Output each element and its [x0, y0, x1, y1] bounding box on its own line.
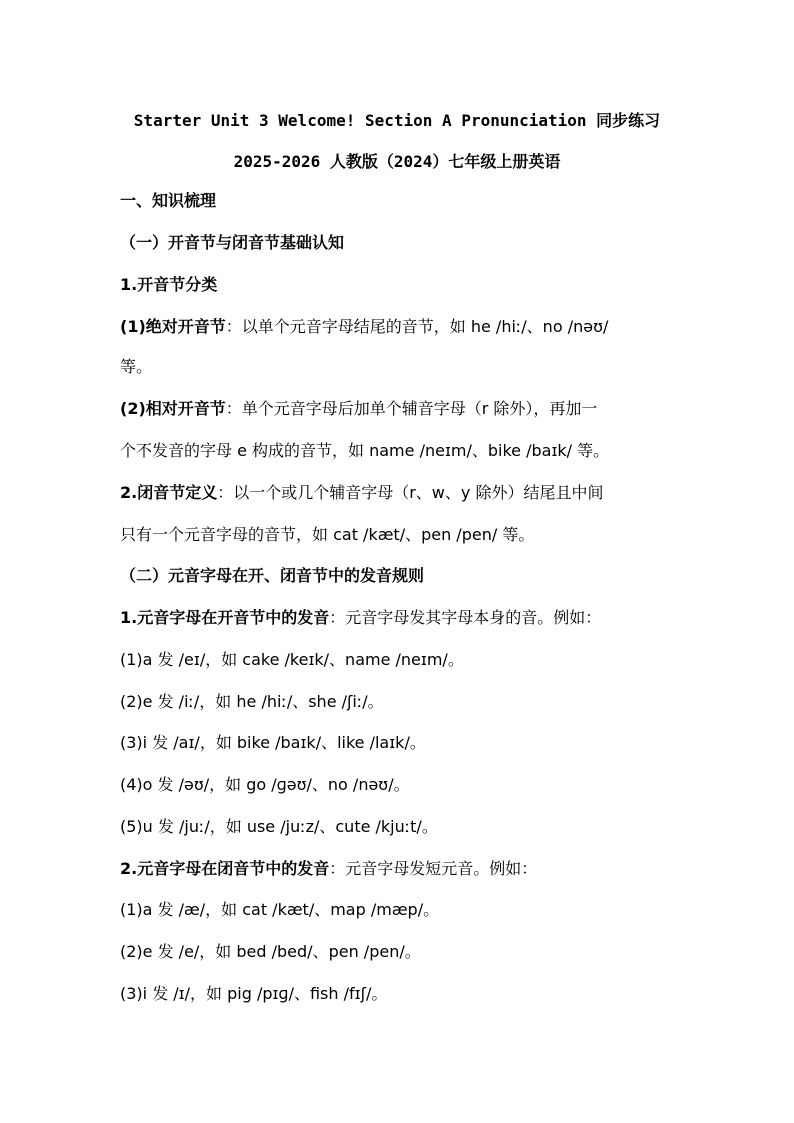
item1-line-a: [120, 317, 608, 337]
open-item: (4)o 发 /əʊ/，如 go /ɡəʊ/、no /nəʊ/。: [120, 775, 410, 794]
part2-heading: （二）元音字母在开、闭音节中的发音规则: [120, 566, 425, 585]
item2-text-a: ：单个元音字母后加单个辅音字母（r 除外），再加一: [225, 399, 598, 418]
open-item: (1)a 发 /eɪ/，如 cake /keɪk/、name /neɪm/。: [120, 650, 464, 669]
closed-item: (3)i 发 /ɪ/，如 pig /pɪɡ/、fish /fɪʃ/。: [120, 984, 388, 1003]
item2-line-b: 个不发音的字母 e 构成的音节，如 name /neɪm/、bike /baɪk/ 等。: [120, 441, 610, 460]
open-item: (3)i 发 /aɪ/，如 bike /baɪk/、like /laɪk/。: [120, 733, 426, 752]
open-rule-text: ：元音字母发其字母本身的音。例如：: [329, 608, 602, 627]
item1-text-a: ：以单个元音字母结尾的音节，如 he /hiː/、no /nəʊ/: [225, 317, 609, 336]
open-rule-label: 1.元音字母在开音节中的发音: [120, 608, 330, 627]
sub2-line-a: [120, 483, 603, 503]
open-item: (5)u 发 /juː/，如 use /juːz/、cute /kjuːt/。: [120, 817, 438, 836]
item2-label: (2)相对开音节: [120, 399, 226, 418]
sub2-text-a: ：以一个或几个辅音字母（r、w、y 除外）结尾且中间: [217, 483, 604, 502]
closed-item: (2)e 发 /e/，如 bed /bed/、pen /pen/。: [120, 942, 421, 961]
sub2-label: 2.闭音节定义: [120, 483, 218, 502]
open-rule-line: [120, 608, 601, 628]
closed-item: (1)a 发 /æ/，如 cat /kæt/、map /mæp/。: [120, 900, 440, 919]
open-item: (2)e 发 /iː/，如 he /hiː/、she /ʃiː/。: [120, 692, 384, 711]
item1-label: (1)绝对开音节: [120, 317, 226, 336]
sub2-line-b: 只有一个元音字母的音节，如 cat /kæt/、pen /pen/ 等。: [120, 525, 535, 544]
closed-rule-text: ：元音字母发短元音。例如：: [329, 859, 538, 878]
item1-line-b: 等。: [120, 357, 153, 376]
section-heading: 一、知识梳理: [120, 191, 217, 210]
document-title-line1: Starter Unit 3 Welcome! Section A Pronunciation 同步练习: [133, 111, 661, 130]
closed-rule-label: 2.元音字母在闭音节中的发音: [120, 859, 330, 878]
document-title-line2: 2025-2026 人教版（2024）七年级上册英语: [233, 152, 561, 171]
closed-rule-line: [120, 859, 537, 879]
part1-heading: （一）开音节与闭音节基础认知: [120, 233, 345, 252]
sub1-heading: 1.开音节分类: [120, 275, 218, 294]
item2-line-a: [120, 399, 597, 419]
